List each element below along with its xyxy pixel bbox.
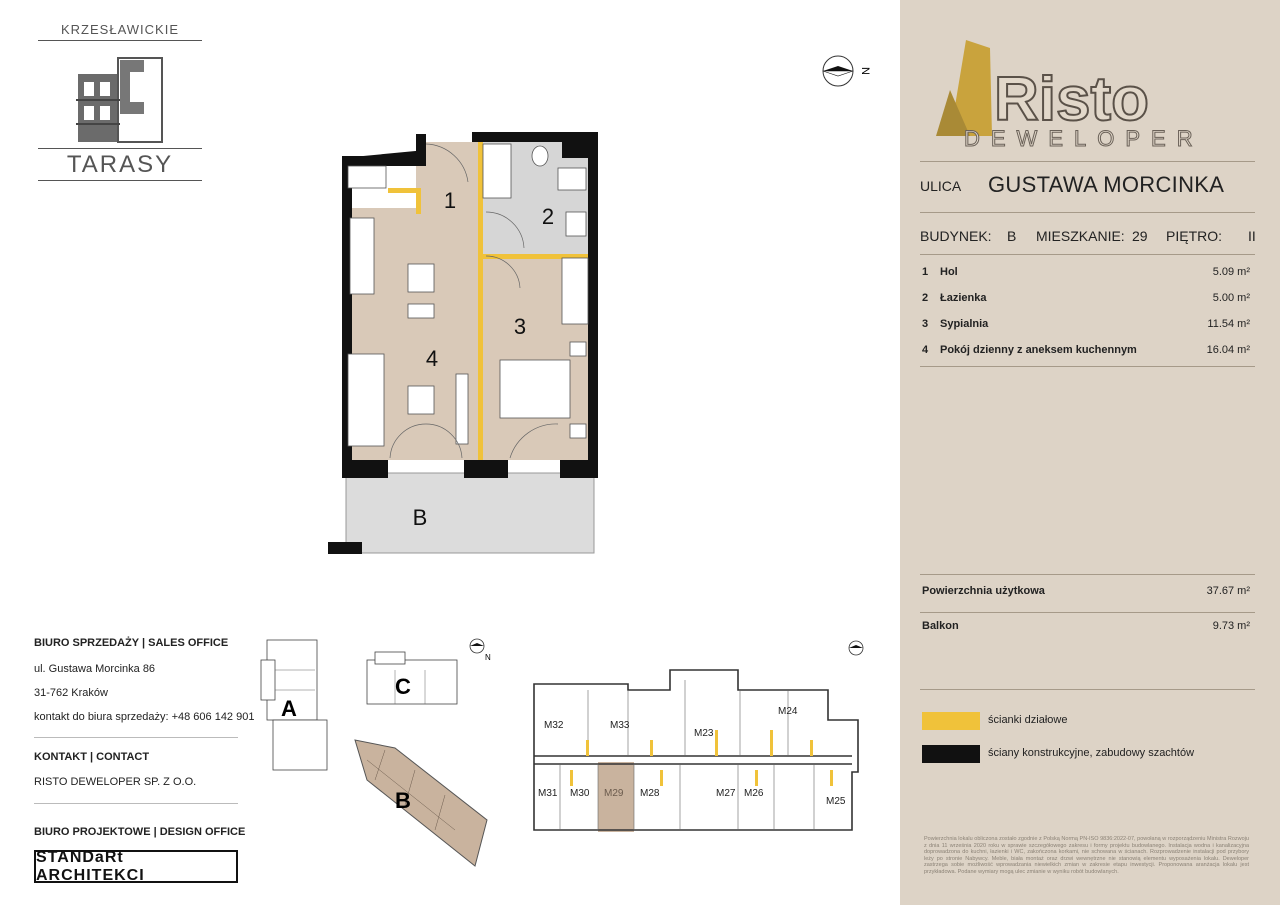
divider [34,803,238,804]
unit-label: M28 [640,788,660,799]
sales-address-1: ul. Gustawa Morcinka 86 [34,663,156,675]
site-north: N [485,653,491,662]
unit-label: M33 [610,720,630,731]
divider [920,161,1255,162]
design-heading: BIURO PROJEKTOWE | DESIGN OFFICE [34,826,246,838]
room-label-1: 1 [443,188,457,213]
divider [34,737,238,738]
divider [920,366,1255,367]
balcony-wall [328,542,362,554]
building-value: B [1007,228,1017,244]
floor-label: PIĘTRO: [1166,228,1223,244]
site-map [255,630,500,880]
room-label-4: 4 [425,346,439,371]
divider [920,574,1255,575]
unit-label: M30 [570,788,590,799]
balcony-label: B [412,505,428,530]
floor-key-plan [530,640,875,840]
street-name: GUSTAWA MORCINKA [988,172,1225,197]
project-logo-bottom: TARASY [66,151,174,178]
building-c-label: C [395,674,411,699]
unit-label: M24 [778,706,798,717]
project-logo-top: KRZESŁAWICKIE [61,22,179,37]
developer-logo [930,36,1250,156]
project-logo [38,22,202,178]
street-label: ULICA [920,178,962,194]
developer-sub: DEWELOPER [964,126,1204,151]
room-label-3: 3 [513,314,527,339]
room-label-2: 2 [541,204,555,229]
partition-wall [478,142,483,258]
floor-plan [326,128,606,558]
divider [920,212,1255,213]
compass-n: N [859,67,871,75]
unit-label-highlight: M29 [604,788,624,799]
unit-label: M26 [744,788,764,799]
info-panel: Risto DEWELOPER ULICA GUSTAWA MORCINKA BUDYNEK: B MIESZKANIE: 29 PIĘTRO: II 1 Hol 5.09 m² 2 Łazienka 5.00 m² 3 Sypialnia 11.54 m² 4 Pokój dzienny z aneksem kuchennym 16.04 m² Powierzchnia użytkowa 37.67 m² Balkon 9.73 m² ścianki działowe ściany konstrukcyjne, zabudowy szachtów Powierzchnia lokalu obliczona zostało zgodnie z Polską Normą PN-ISO 9836:2022-07, powołaną w rozporządzeniu Ministra Rozwoju z dnia 11 września 2020 roku w sprawie szczegółowego zakresu i formy projektu budowlanego. Instalacja wodna i kanalizacyjna doprowadzona do kuchni, łazienki i WC, zakończona korkami, nie schowana w ścianach. Rozprowadzenie instalacji pod przybory leży po stronie Nabywcy. Meble, biała montaż oraz drzwi wewnętrzne nie stanowią elementu wyposażenia lokalu. Deweloper zastrzega sobie możliwość wprowadzania niewielkich zmian w zakresie etapu inwestycji. Proponowana aranżacja lokalu jest przykładowa. Podane wymiary mogą ulec zmianie w wyniku robót budowlanych. [900,0,1280,905]
structural-legend: ściany konstrukcyjne, zabudowy szachtów [988,747,1195,759]
architect-logo: STANDaRt ARCHITEKCI [34,850,238,883]
north-compass-icon [818,52,878,92]
unit-label: M31 [538,788,558,799]
floor-value: II [1248,228,1256,244]
company-name: RISTO DEWELOPER SP. Z O.O. [34,776,197,788]
building-a-label: A [281,696,297,721]
divider [920,254,1255,255]
divider [920,689,1255,690]
balcony-area [346,473,594,553]
developer-name: Risto [994,65,1149,134]
logo-rule [38,148,202,149]
unit-label: M32 [544,720,564,731]
sales-contact: kontakt do biura sprzedaży: +48 606 142 901 [34,711,255,723]
sales-heading: BIURO SPRZEDAŻY | SALES OFFICE [34,637,229,649]
building-icon [76,52,166,144]
unit-label: M27 [716,788,736,799]
unit-label: M25 [826,796,846,807]
apartment-value: 29 [1132,228,1148,244]
unit-label: M23 [694,728,714,739]
divider [920,612,1255,613]
disclaimer: Powierzchnia lokalu obliczona zostało zgodnie z Polską Normą PN-ISO 9836:2022-07, powołaną w rozporządzeniu Ministra Rozwoju z dnia 11 września 2020 roku w sprawie szczegółowego zakresu i formy projektu budowlanego. Instalacja wodna i kanalizacyjna doprowadzona do kuchni, łazienki i WC, zakończona korkami, nie schowana w ścianach. Rozprowadzenie instalacji pod przybory leży po stronie Nabywcy. Meble, biała montaż oraz drzwi wewnętrzne nie stanowią elementu wyposażenia lokalu. Deweloper zastrzega sobie możliwość wprowadzania niewielkich zmian w zakresie etapu inwestycji. Proponowana aranżacja lokalu jest przykładowa. Podane wymiary mogą ulec zmianie w wyniku robót budowlanych. [924,836,1249,875]
partition-swatch [922,712,980,730]
building-label: BUDYNEK: [920,228,992,244]
sales-address-2: 31-762 Kraków [34,687,108,699]
apartment-label: MIESZKANIE: [1036,228,1125,244]
partition-legend: ścianki działowe [988,714,1068,726]
logo-rule [38,40,202,41]
contact-heading: KONTAKT | CONTACT [34,751,150,763]
logo-rule [38,180,202,181]
building-b-label: B [395,788,411,813]
structural-swatch [922,745,980,763]
